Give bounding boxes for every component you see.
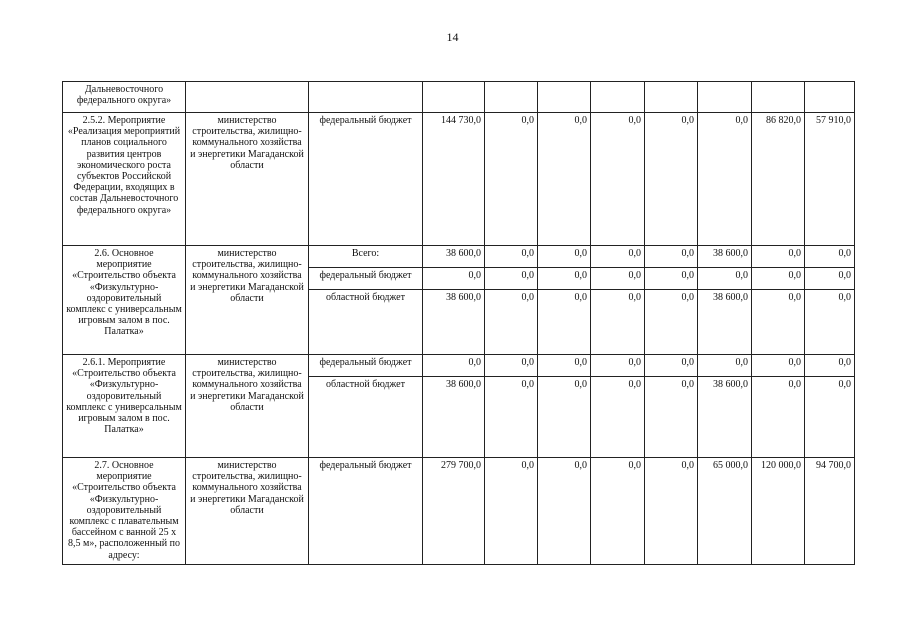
value-cell: 0,0	[752, 290, 805, 355]
executor-cell	[186, 82, 309, 113]
value-cell: 0,0	[752, 377, 805, 458]
funding-source-cell: областной бюджет	[309, 290, 423, 355]
funding-source-cell: федеральный бюджет	[309, 113, 423, 246]
activity-name-cell: Дальневосточного федерального округа»	[63, 82, 186, 113]
value-cell: 57 910,0	[805, 113, 855, 246]
value-cell: 0,0	[752, 246, 805, 268]
funding-source-cell: областной бюджет	[309, 377, 423, 458]
value-cell: 0,0	[645, 458, 698, 565]
value-cell	[805, 82, 855, 113]
value-cell: 0,0	[538, 268, 591, 290]
value-cell: 120 000,0	[752, 458, 805, 565]
value-cell: 0,0	[752, 355, 805, 377]
value-cell: 0,0	[645, 377, 698, 458]
value-cell: 0,0	[538, 355, 591, 377]
executor-cell: министерство строительства, жилищно-коммунального хозяйства и энергетики Магаданской области	[186, 246, 309, 355]
value-cell: 0,0	[698, 268, 752, 290]
value-cell: 0,0	[805, 246, 855, 268]
value-cell: 0,0	[645, 113, 698, 246]
activity-name-cell: 2.6.1. Мероприятие «Строительство объекта «Физкультурно-оздоровительный комплекс с универсальным игровым залом в пос. Палатка»	[63, 355, 186, 458]
value-cell: 0,0	[423, 268, 485, 290]
value-cell: 38 600,0	[698, 290, 752, 355]
value-cell: 0,0	[805, 377, 855, 458]
table-row	[63, 82, 855, 113]
value-cell: 0,0	[805, 355, 855, 377]
value-cell: 0,0	[423, 355, 485, 377]
value-cell: 0,0	[538, 113, 591, 246]
activity-name-cell: 2.6. Основное мероприятие «Строительство объекта «Физкультурно-оздоровительный комплекс с универсальным игровым залом в пос. Палатка»	[63, 246, 186, 355]
value-cell: 0,0	[538, 377, 591, 458]
value-cell: 38 600,0	[423, 377, 485, 458]
executor-cell: министерство строительства, жилищно-коммунального хозяйства и энергетики Магаданской области	[186, 458, 309, 565]
value-cell	[591, 82, 645, 113]
table-row	[63, 113, 855, 246]
value-cell: 0,0	[485, 458, 538, 565]
value-cell: 0,0	[591, 458, 645, 565]
value-cell: 0,0	[485, 290, 538, 355]
value-cell: 0,0	[591, 246, 645, 268]
funding-source-cell: федеральный бюджет	[309, 268, 423, 290]
value-cell: 86 820,0	[752, 113, 805, 246]
table-row	[63, 458, 855, 565]
table-row	[63, 355, 855, 377]
value-cell: 0,0	[485, 268, 538, 290]
page-number: 14	[446, 30, 459, 44]
budget-table	[62, 81, 855, 565]
value-cell: 0,0	[485, 355, 538, 377]
value-cell: 94 700,0	[805, 458, 855, 565]
value-cell: 0,0	[485, 377, 538, 458]
value-cell: 0,0	[591, 268, 645, 290]
value-cell	[698, 82, 752, 113]
value-cell: 0,0	[591, 377, 645, 458]
value-cell: 0,0	[645, 268, 698, 290]
value-cell: 0,0	[538, 246, 591, 268]
funding-source-cell: федеральный бюджет	[309, 458, 423, 565]
value-cell: 0,0	[645, 246, 698, 268]
value-cell: 0,0	[645, 290, 698, 355]
value-cell	[423, 82, 485, 113]
activity-name-cell: 2.5.2. Мероприятие «Реализация мероприятий планов социального развития центров экономического роста субъектов Российской Федерации, входящих в состав Дальневосточного федерального округа»	[63, 113, 186, 246]
value-cell: 65 000,0	[698, 458, 752, 565]
activity-name-cell: 2.7. Основное мероприятие «Строительство объекта «Физкультурно-оздоровительный комплекс с плавательным бассейном с ванной 25 х 8,5 м», расположенный по адресу:	[63, 458, 186, 565]
value-cell: 279 700,0	[423, 458, 485, 565]
funding-source-cell: федеральный бюджет	[309, 355, 423, 377]
value-cell: 0,0	[698, 355, 752, 377]
funding-source-cell	[309, 82, 423, 113]
value-cell	[752, 82, 805, 113]
value-cell: 144 730,0	[423, 113, 485, 246]
value-cell: 0,0	[752, 268, 805, 290]
value-cell: 38 600,0	[698, 246, 752, 268]
executor-cell: министерство строительства, жилищно-коммунального хозяйства и энергетики Магаданской области	[186, 355, 309, 458]
value-cell: 0,0	[538, 290, 591, 355]
value-cell	[538, 82, 591, 113]
value-cell	[645, 82, 698, 113]
table-row	[63, 246, 855, 268]
executor-cell: министерство строительства, жилищно-коммунального хозяйства и энергетики Магаданской области	[186, 113, 309, 246]
value-cell: 0,0	[485, 113, 538, 246]
funding-source-cell: Всего:	[309, 246, 423, 268]
value-cell: 0,0	[485, 246, 538, 268]
value-cell: 38 600,0	[698, 377, 752, 458]
value-cell	[485, 82, 538, 113]
value-cell: 0,0	[591, 355, 645, 377]
value-cell: 0,0	[538, 458, 591, 565]
value-cell: 0,0	[591, 113, 645, 246]
value-cell: 0,0	[698, 113, 752, 246]
value-cell: 0,0	[645, 355, 698, 377]
value-cell: 38 600,0	[423, 246, 485, 268]
value-cell: 38 600,0	[423, 290, 485, 355]
value-cell: 0,0	[591, 290, 645, 355]
value-cell: 0,0	[805, 268, 855, 290]
value-cell: 0,0	[805, 290, 855, 355]
